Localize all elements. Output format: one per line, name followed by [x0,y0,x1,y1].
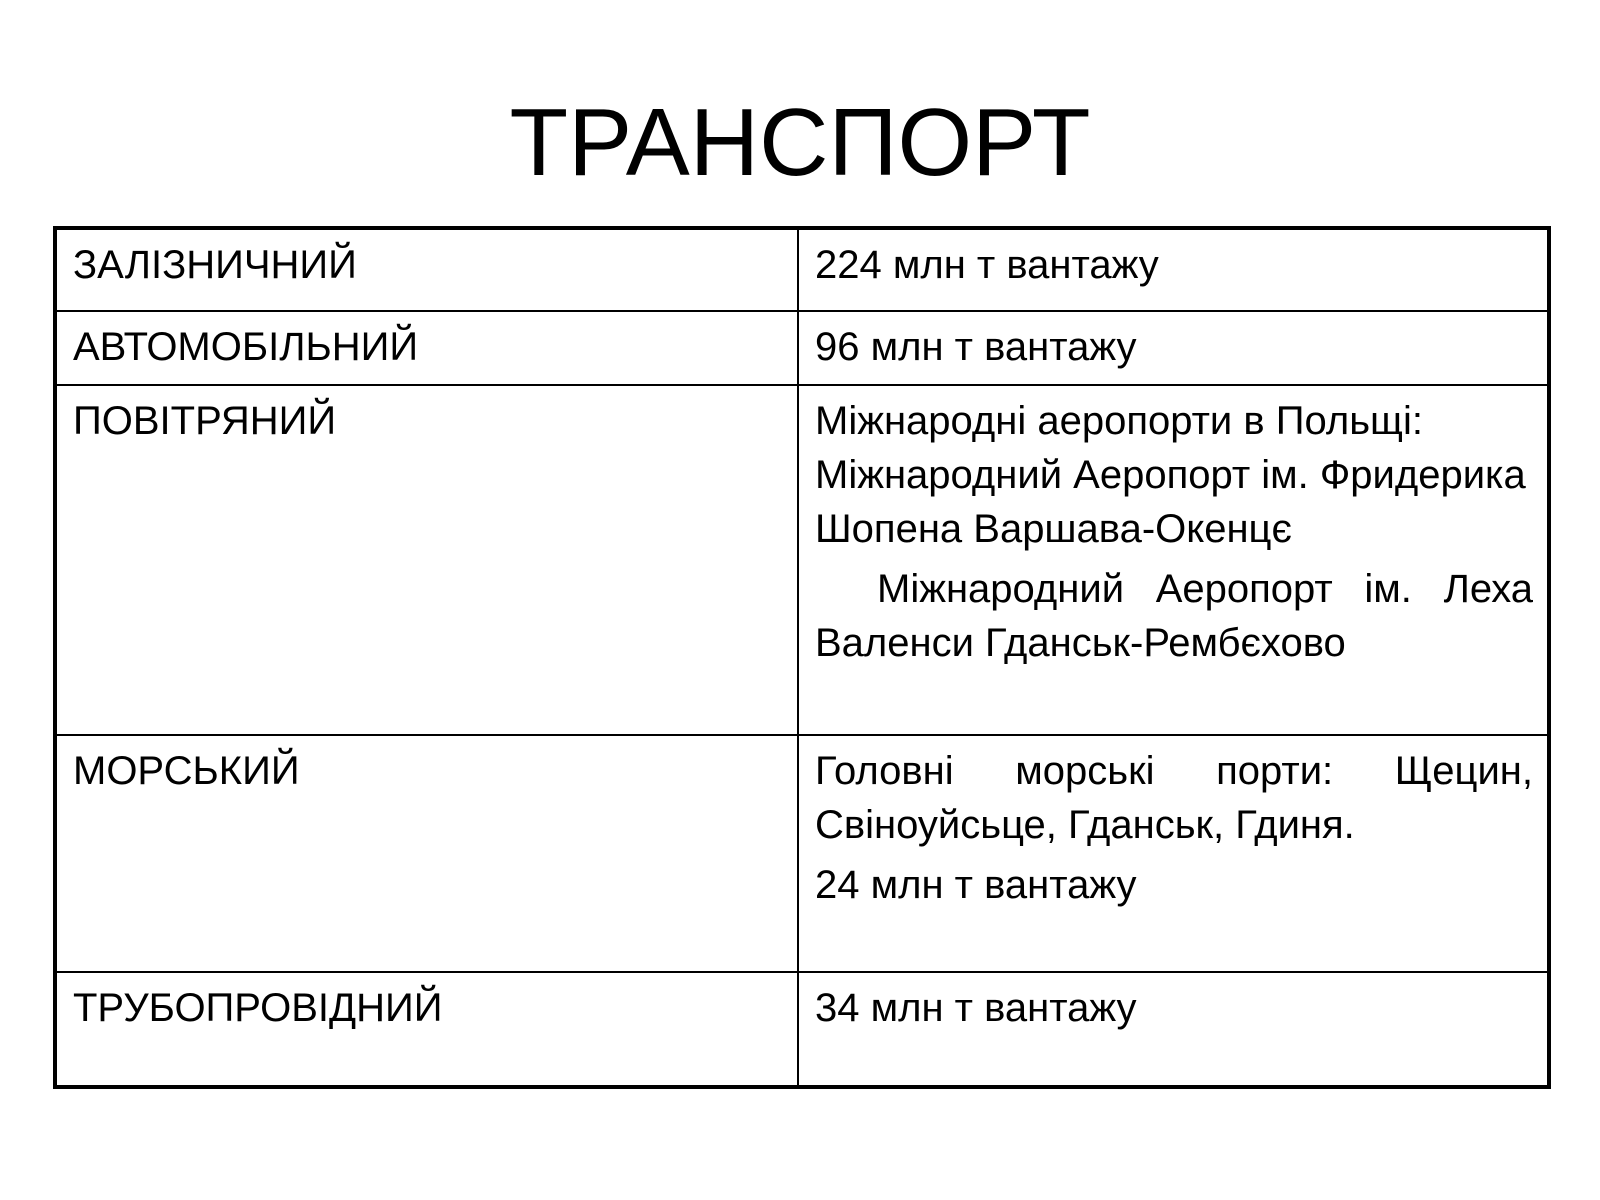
transport-detail-text: 34 млн т вантажу [815,986,1137,1030]
transport-table [53,226,1551,1089]
transport-type-cell [55,972,798,1087]
transport-detail-text: Міжнародний Аеропорт ім. Леха Валенси Гданськ-Рембєхово [815,567,1533,665]
transport-type-cell [55,385,798,735]
transport-type-label: АВТОМОБІЛЬНИЙ [73,325,419,369]
table-row [55,972,1549,1087]
transport-details-cell [798,972,1549,1087]
transport-type-label: ЗАЛІЗНИЧНИЙ [73,243,357,287]
transport-details-cell [798,311,1549,385]
table-row [55,385,1549,735]
transport-detail-text: 224 млн т вантажу [815,243,1159,287]
transport-details-cell [798,228,1549,311]
table-row [55,311,1549,385]
transport-details-cell [798,385,1549,735]
transport-type-cell [55,311,798,385]
transport-type-label: ПОВІТРЯНИЙ [73,399,337,443]
transport-type-cell [55,228,798,311]
transport-detail-text: 96 млн т вантажу [815,325,1137,369]
transport-detail-text: Міжнародні аеропорти в Польщі: Міжнародний Аеропорт ім. Фридерика Шопена Варшава-Окенцє [815,399,1526,551]
transport-type-label: ТРУБОПРОВІДНИЙ [73,986,443,1030]
transport-details-cell [798,735,1549,972]
slide-title: ТРАНСПОРТ [509,89,1091,196]
transport-type-label: МОРСЬКИЙ [73,749,300,793]
table-row [55,735,1549,972]
transport-detail-text: Головні морські порти: Щецин, Свіноуйсьце, Гданськ, Гдиня. [815,749,1533,847]
table-row [55,228,1549,311]
transport-detail-text: 24 млн т вантажу [815,863,1137,907]
transport-type-cell [55,735,798,972]
